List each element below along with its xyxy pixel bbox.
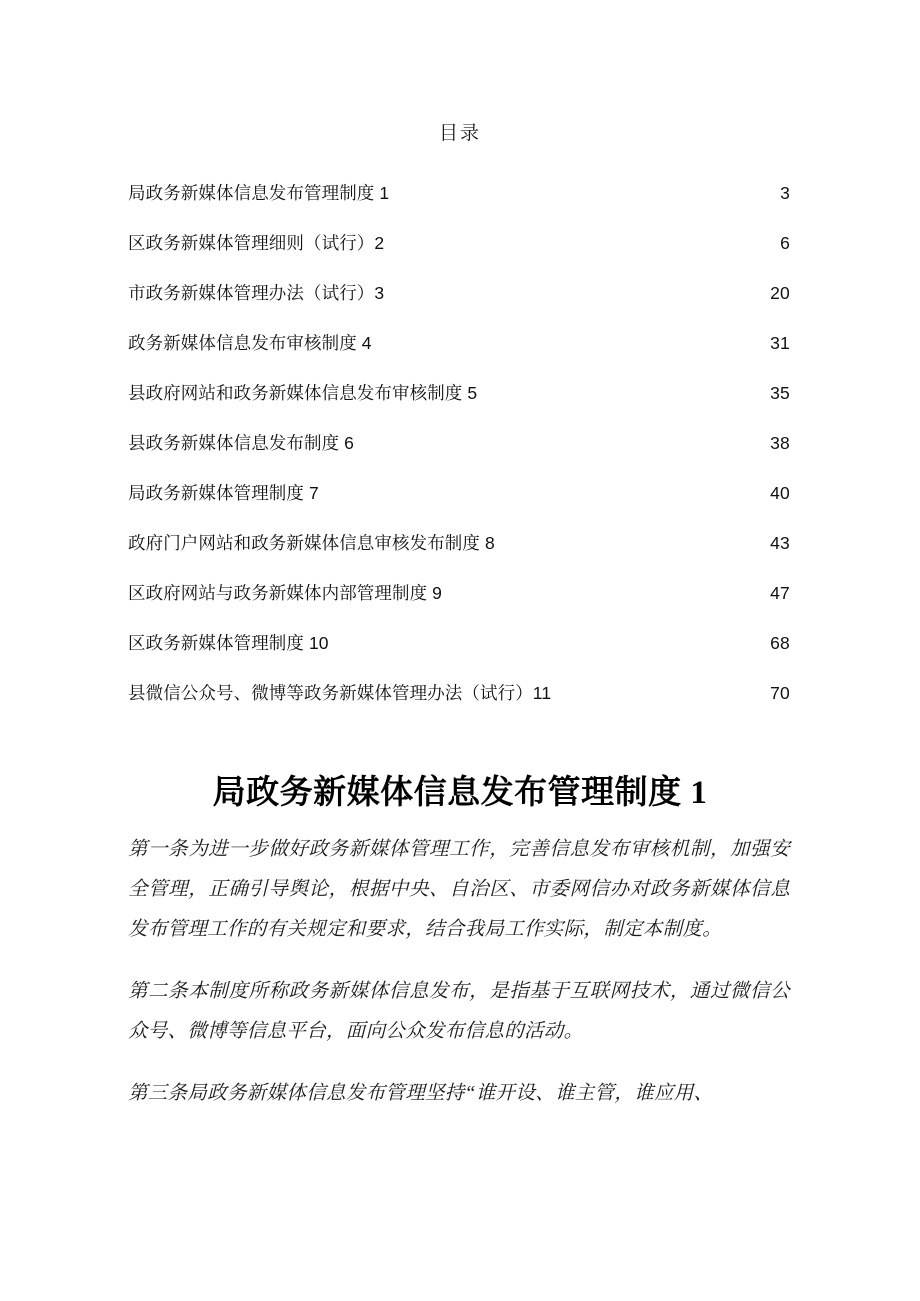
toc-dot-leader	[384, 232, 780, 250]
toc-entry-label: 局政务新媒体信息发布管理制度 1	[128, 183, 390, 203]
toc-entry[interactable]	[128, 618, 790, 668]
toc-dot-leader	[442, 582, 770, 600]
toc-entry-label: 区政务新媒体管理细则（试行）2	[128, 233, 385, 253]
toc-dot-leader	[319, 482, 770, 500]
toc-entry-page-number: 3	[780, 183, 790, 203]
toc-dot-leader	[329, 632, 770, 650]
toc-dot-leader	[495, 532, 770, 550]
toc-dot-leader	[389, 182, 780, 200]
toc-entry[interactable]	[128, 518, 790, 568]
toc-entry-label: 局政务新媒体管理制度 7	[128, 483, 319, 503]
toc-entry-label: 县政府网站和政务新媒体信息发布审核制度 5	[128, 383, 478, 403]
toc-entry-page-number: 40	[770, 483, 790, 503]
toc-entry-page-number: 70	[770, 683, 790, 703]
body-paragraph: 第二条本制度所称政务新媒体信息发布，是指基于互联网技术，通过微信公众号、微博等信息平台，面向公众发布信息的活动。	[128, 981, 790, 1042]
toc-entry-page-number: 38	[770, 433, 790, 453]
toc-entry[interactable]	[128, 168, 790, 218]
toc-entry[interactable]	[128, 668, 790, 718]
toc-entry[interactable]	[128, 418, 790, 468]
toc-entry-label: 县微信公众号、微博等政务新媒体管理办法（试行）11	[128, 683, 552, 703]
page-title: 局政务新媒体信息发布管理制度 1	[212, 775, 708, 812]
toc-entry-page-number: 43	[770, 533, 790, 553]
toc-entry-page-number: 35	[770, 383, 790, 403]
toc-entry-page-number: 20	[770, 283, 790, 303]
toc-entry-page-number: 6	[780, 233, 790, 253]
toc-entry[interactable]	[128, 568, 790, 618]
toc-entry[interactable]	[128, 218, 790, 268]
body-paragraph: 第三条局政务新媒体信息发布管理坚持“谁开设、谁主管，谁应用、	[128, 1083, 714, 1104]
toc-entry[interactable]	[128, 268, 790, 318]
toc-entry-label: 县政务新媒体信息发布制度 6	[128, 433, 354, 453]
toc-entry-label: 区政务新媒体管理制度 10	[128, 633, 329, 653]
toc-dot-leader	[372, 332, 771, 350]
toc-entry[interactable]	[128, 368, 790, 418]
table-of-contents	[128, 168, 790, 718]
toc-dot-leader	[384, 282, 770, 300]
table-of-contents-title: 目录	[438, 123, 481, 144]
toc-entry-page-number: 68	[770, 633, 790, 653]
toc-entry-label: 政务新媒体信息发布审核制度 4	[128, 333, 372, 353]
toc-entry[interactable]	[128, 318, 790, 368]
toc-dot-leader	[551, 682, 770, 700]
toc-entry-label: 政府门户网站和政务新媒体信息审核发布制度 8	[128, 533, 495, 553]
document-body	[128, 830, 790, 1114]
toc-dot-leader	[354, 432, 770, 450]
toc-entry-page-number: 31	[770, 333, 790, 353]
toc-entry[interactable]	[128, 468, 790, 518]
toc-dot-leader	[477, 382, 770, 400]
toc-entry-page-number: 47	[770, 583, 790, 603]
toc-entry-label: 区政府网站与政务新媒体内部管理制度 9	[128, 583, 442, 603]
body-paragraph: 第一条为进一步做好政务新媒体管理工作，完善信息发布审核机制，加强安全管理，正确引导舆论，根据中央、自治区、市委网信办对政务新媒体信息发布管理工作的有关规定和要求，结合我局工作实际，制定本制度。	[128, 839, 790, 940]
toc-entry-label: 市政务新媒体管理办法（试行）3	[128, 283, 385, 303]
